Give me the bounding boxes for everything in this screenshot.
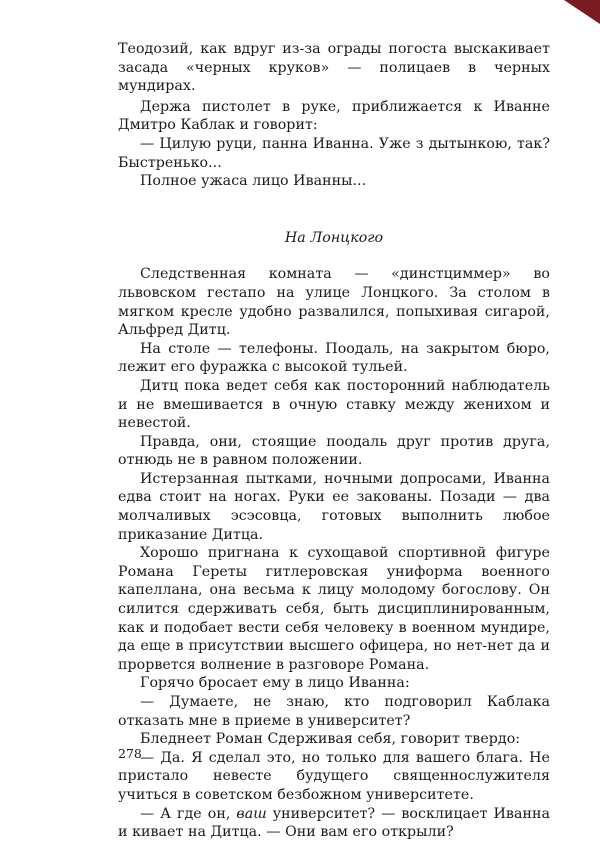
paragraph-section-4: Правда, они, стоящие поодаль друг против друга, отнюдь не в равном положении. bbox=[118, 433, 550, 469]
paragraph-section-8: — Думаете, не знаю, кто подговорил Каблака отказать мне в приеме в университет? bbox=[118, 694, 550, 729]
page-body bbox=[118, 40, 550, 842]
paragraph-section-1: Следственная комната — «динстциммер» во львовском гестапо на улице Лонцкого. За столом в мягком кресле удобно развалился, попыхивая сигарой, Альфред Дитц. bbox=[118, 266, 550, 339]
paragraph-section-6: Хорошо пригнана к сухощавой спортивной фигуре Романа Гереты гитлеровская униформа военного капеллана, она весьма к лицу молодому богослову. Он силится сдерживать себя, быть дисциплинированным, как и подобает вести себя человеку в военном мундире, да еще в присутствии высшего офицера, но нет-нет да и прорвется волнение в разговоре Романа. bbox=[118, 545, 550, 673]
paragraph-opening-3: — Цилую руци, панна Иванна. Уже з дытынкою, так? Быстренько... bbox=[118, 135, 550, 171]
section-title: На Лонцкого bbox=[284, 229, 384, 246]
paragraph-section-5: Истерзанная пытками, ночными допросами, Иванна едва стоит на ногах. Руки ее закованы. Позади — два молчаливых эсэсовца, готовых выполнить любое приказание Дитца. bbox=[118, 470, 550, 543]
paragraph-opening-1: Теодозий, как вдруг из-за ограды погоста выскакивает засада «черных круков» — полицаев в черных мундирах. bbox=[118, 41, 550, 95]
paragraph-section-11 bbox=[118, 805, 550, 842]
paragraph-section-10: — Да. Я сделал это, но только для вашего блага. Не пристало невесте будущего священнослужителя учиться в советском безбожном университете. bbox=[118, 749, 550, 803]
paragraph-opening-2: Держа пистолет в руке, приближается к Иванне Дмитро Каблак и говорит: bbox=[118, 98, 550, 134]
last-paragraph-italic: ваш bbox=[236, 805, 267, 822]
paragraph-opening-4: Полное ужаса лицо Иванны... bbox=[140, 173, 367, 190]
page-corner-mark bbox=[564, 0, 600, 24]
paragraph-section-9: Бледнеет Роман Сдерживая себя, говорит твердо: bbox=[140, 731, 521, 748]
page-number: 278 bbox=[118, 746, 142, 761]
last-paragraph-start: — А где он, bbox=[140, 805, 237, 822]
paragraph-section-7: Горячо бросает ему в лицо Иванна: bbox=[140, 675, 410, 692]
last-paragraph-end: университет? — восклицает Иванна и кивает на Дитца. — Они вам его открыли? bbox=[118, 805, 550, 841]
paragraph-section-3: Дитц пока ведет себя как посторонний наблюдатель и не вмешивается в очную ставку между женихом и невестой. bbox=[118, 377, 550, 432]
paragraph-section-2: На столе — телефоны. Поодаль, на закрытом бюро, лежит его фуражка с высокой тульей. bbox=[118, 340, 550, 376]
